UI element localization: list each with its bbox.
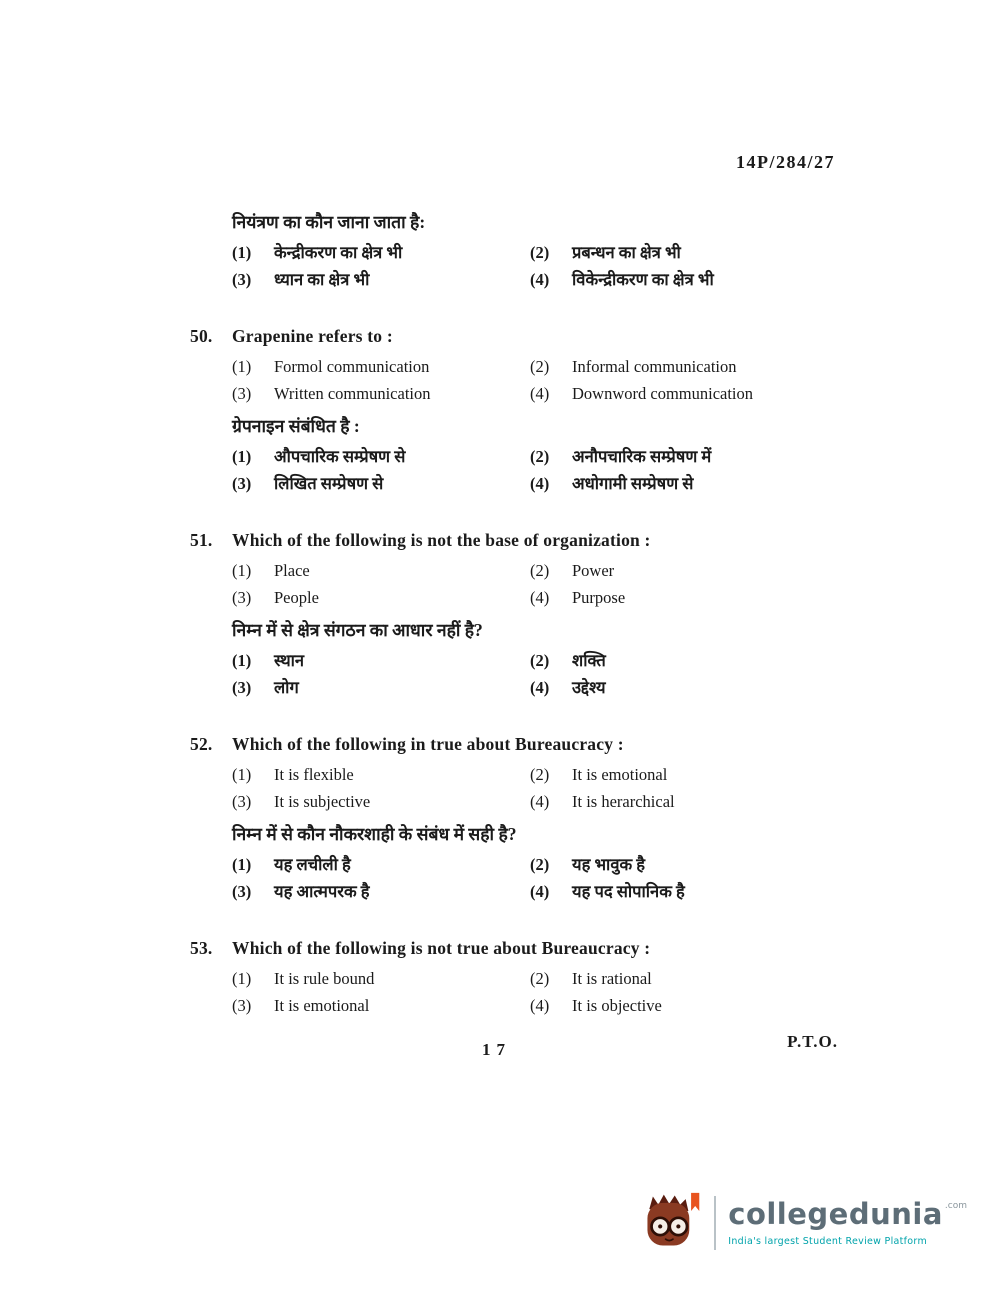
option-text: प्रबन्धन का क्षेत्र भी [572,243,681,262]
option-number: (1) [232,447,252,466]
option-number: (3) [232,678,252,697]
options-hindi [232,242,882,290]
option-text: Purpose [572,588,626,607]
option-number: (2) [530,447,550,466]
option-text: यह भावुक है [572,855,646,874]
option-text: केन्द्रीकरण का क्षेत्र भी [274,243,403,262]
option [530,968,882,989]
option-text: Power [572,561,615,580]
option-number: (4) [530,384,550,403]
option-text: Downword communication [572,384,754,403]
question-text-english: Which of the following in true about Bureaucracy : [232,734,624,754]
option-text: यह लचीली है [274,855,351,874]
option-text: ध्यान का क्षेत्र भी [274,270,370,289]
question-number: 52. [190,734,213,754]
question-text-english: Grapenine refers to : [232,326,393,346]
brand-name: collegedunia [728,1196,943,1231]
option [232,446,530,467]
brand-tagline: India's largest Student Review Platform [728,1235,928,1247]
option [530,650,882,671]
option-number: (3) [232,588,252,607]
question-53 [190,936,882,1016]
question-heading [190,324,882,348]
question-heading [190,528,882,552]
collegedunia-mascot-icon [642,1188,702,1258]
option-number: (4) [530,678,550,697]
option-text: Informal communication [572,357,737,376]
option [232,650,530,671]
option-text: यह पद सोपानिक है [572,882,685,901]
option-text: विकेन्द्रीकरण का क्षेत्र भी [572,270,714,289]
option [530,677,882,698]
option-text: It is emotional [572,765,668,784]
option-number: (3) [232,996,252,1015]
question-number: 53. [190,938,213,958]
question-51 [190,528,882,698]
option-text: It is herarchical [572,792,675,811]
logo-divider [714,1196,716,1250]
option-number: (4) [530,792,550,811]
option [232,968,530,989]
option [530,473,882,494]
option [530,854,882,875]
option-number: (1) [232,243,252,262]
option-number: (1) [232,765,252,784]
option-text: It is objective [572,996,662,1015]
option-text: Formol communication [274,357,430,376]
page-content [190,210,882,1016]
option [232,677,530,698]
option-number: (4) [530,270,550,289]
option-number: (4) [530,474,550,493]
option-number: (2) [530,243,550,262]
option [530,881,882,902]
option [232,560,530,581]
option-number: (1) [232,969,252,988]
options-english [232,560,882,608]
option-text: Written communication [274,384,431,403]
option [232,356,530,377]
option-number: (2) [530,969,550,988]
options-hindi [232,650,882,698]
option-text: औपचारिक सम्प्रेषण से [274,447,406,466]
option [232,854,530,875]
option [232,995,530,1016]
option-number: (4) [530,882,550,901]
option-text: अनौपचारिक सम्प्रेषण में [572,447,712,466]
option-number: (3) [232,792,252,811]
option-text: It is emotional [274,996,370,1015]
option-text: अधोगामी सम्प्रेषण से [572,474,694,493]
pto-label: P.T.O. [787,1032,838,1051]
question-text-hindi: ग्रेपनाइन संबंधित है : [232,416,360,436]
option-number: (3) [232,882,252,901]
question-49-continued [232,210,882,290]
question-50 [190,324,882,494]
option [232,881,530,902]
option-text: It is flexible [274,765,354,784]
option-text: It is subjective [274,792,371,811]
question-text-english: Which of the following is not true about Bureaucracy : [232,938,651,958]
option [232,791,530,812]
option-text: लिखित सम्प्रेषण से [274,474,384,493]
option-number: (3) [232,270,252,289]
option [530,269,882,290]
question-text-hindi: निम्न में से कौन नौकरशाही के संबंध में सही है? [232,824,517,844]
option-number: (2) [530,357,550,376]
option [232,269,530,290]
option-text: शक्ति [572,651,606,670]
option [530,764,882,785]
question-text-hindi: नियंत्रण का कौन जाना जाता है: [232,212,426,232]
option-number: (2) [530,561,550,580]
option [530,995,882,1016]
brand-line [728,1196,967,1231]
options-english [232,764,882,812]
option-text: People [274,588,319,607]
option-number: (1) [232,651,252,670]
option [232,587,530,608]
question-heading [190,936,882,960]
option [530,587,882,608]
question-52 [190,732,882,902]
paper-code: 14P/284/27 [736,152,835,172]
option-text: उद्देश्य [572,678,606,697]
brand-text-block [728,1196,967,1247]
option-text: It is rational [572,969,652,988]
option [232,764,530,785]
option-number: (3) [232,474,252,493]
option [530,356,882,377]
collegedunia-logo [642,1188,967,1258]
option-text: Place [274,561,310,580]
option [232,473,530,494]
question-text-english: Which of the following is not the base of organization : [232,530,651,550]
option-number: (3) [232,384,252,403]
option [530,383,882,404]
option-text: It is rule bound [274,969,375,988]
page-number: 17 [482,1040,511,1059]
option [232,242,530,263]
option [232,383,530,404]
brand-tld: .com [944,1200,967,1211]
option-number: (2) [530,651,550,670]
option-number: (1) [232,855,252,874]
option [530,446,882,467]
option-text: स्थान [274,651,305,670]
question-number: 50. [190,326,213,346]
option-number: (2) [530,765,550,784]
option-number: (1) [232,561,252,580]
option [530,791,882,812]
options-english [232,356,882,404]
option-number: (1) [232,357,252,376]
question-heading [190,732,882,756]
option-text: यह आत्मपरक है [274,882,370,901]
option [530,242,882,263]
options-english [232,968,882,1016]
options-hindi [232,854,882,902]
option-number: (4) [530,996,550,1015]
option [530,560,882,581]
question-text-hindi: निम्न में से क्षेत्र संगठन का आधार नहीं है? [232,620,483,640]
question-number: 51. [190,530,213,550]
option-text: लोग [274,678,299,697]
option-number: (4) [530,588,550,607]
option-number: (2) [530,855,550,874]
options-hindi [232,446,882,494]
